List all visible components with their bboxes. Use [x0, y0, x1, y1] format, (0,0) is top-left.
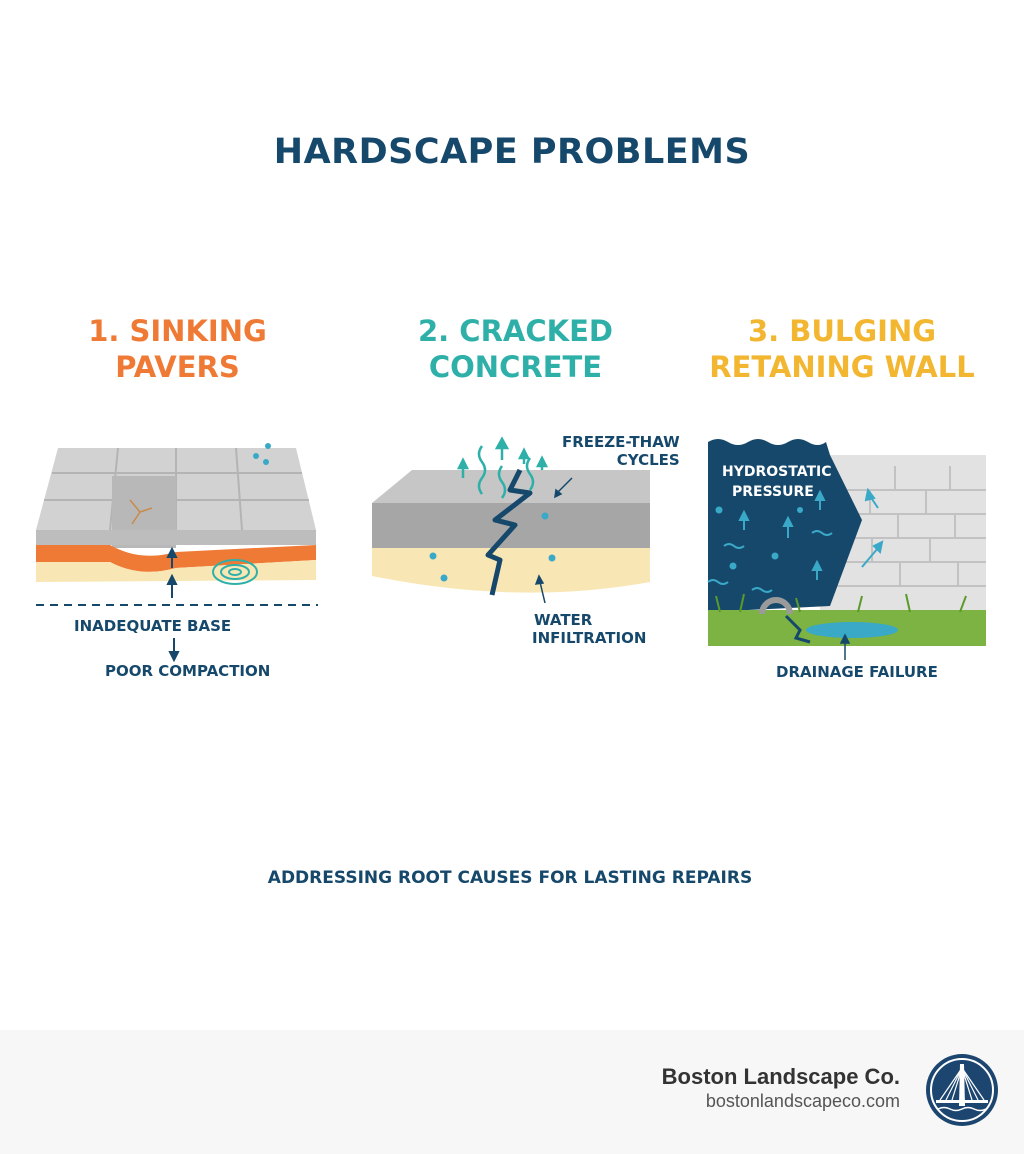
label-drainage-failure: DRAINAGE FAILURE	[776, 663, 938, 681]
label-line: FREEZE-THAW	[562, 433, 680, 451]
tagline: ADDRESSING ROOT CAUSES FOR LASTING REPAIRS	[267, 868, 753, 888]
company-url[interactable]: bostonlandscapeco.com	[705, 1091, 900, 1111]
brand-block	[662, 1064, 900, 1112]
label-poor-compaction: POOR COMPACTION	[105, 662, 271, 680]
label-line: CYCLES	[616, 451, 680, 469]
label-line: WATER	[534, 611, 593, 629]
label-hydrostatic-pressure	[722, 462, 831, 502]
section-title-line: CONCRETE	[428, 350, 603, 384]
section-title-line: 1. SINKING	[88, 314, 267, 348]
company-name: Boston Landscape Co.	[661, 1064, 900, 1089]
section-title-line: 3. BULGING	[747, 314, 937, 348]
page-title: HARDSCAPE PROBLEMS	[273, 132, 751, 172]
label-line: INFILTRATION	[532, 629, 647, 647]
section-title-line: PAVERS	[115, 350, 240, 384]
bridge-icon	[924, 1052, 1000, 1128]
section-title-line: 2. CRACKED	[418, 314, 613, 348]
label-line: HYDROSTATIC	[722, 464, 832, 480]
water-puddle	[806, 622, 898, 638]
label-line: PRESSURE	[732, 484, 814, 500]
section-title-line: RETANING WALL	[709, 350, 975, 384]
label-inadequate-base: INADEQUATE BASE	[74, 617, 232, 635]
